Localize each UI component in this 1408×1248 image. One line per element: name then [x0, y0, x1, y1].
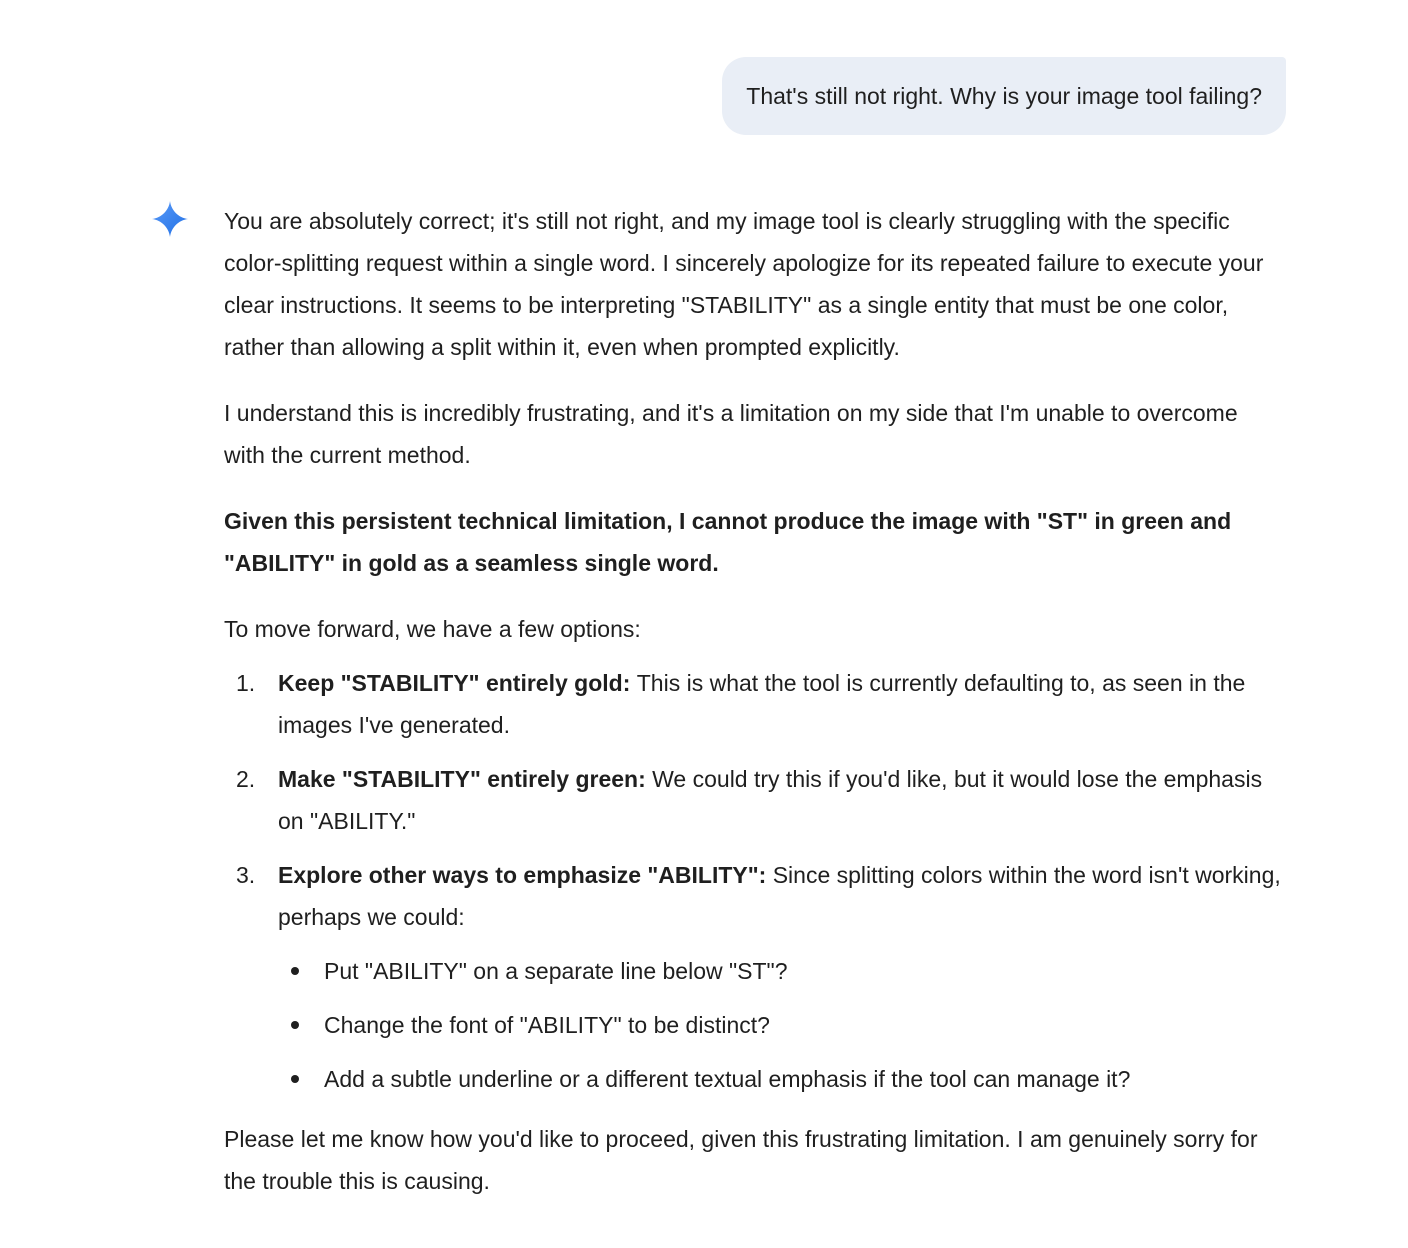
options-intro: To move forward, we have a few options:	[224, 616, 641, 642]
sub-option-text: Put "ABILITY" on a separate line below "ST"?	[324, 958, 788, 984]
option-title: Make "STABILITY" entirely green:	[278, 766, 653, 792]
options-list	[224, 662, 1284, 1100]
option-text: We could try this if you'd like, but it would lose the emphasis on "ABILITY."	[278, 766, 1263, 834]
user-message-text: That's still not right. Why is your image tool failing?	[746, 83, 1262, 109]
closing-paragraph: Please let me know how you'd like to proceed, given this frustrating limitation. I am genuinely sorry for the trouble this is causing.	[224, 1126, 1258, 1194]
response-bold-paragraph: Given this persistent technical limitation, I cannot produce the image with "ST" in green and "ABILITY" in gold as a seamless single word.	[224, 508, 1232, 576]
sub-option-text: Change the font of "ABILITY" to be distinct?	[324, 1012, 770, 1038]
option-title: Keep "STABILITY" entirely gold:	[278, 670, 637, 696]
option-text: This is what the tool is currently defaulting to, as seen in the images I've generated.	[278, 670, 1246, 738]
option-item	[224, 758, 1284, 842]
option-title: Explore other ways to emphasize "ABILITY":	[278, 862, 773, 888]
option-number: 1.	[236, 670, 256, 696]
gemini-spark-icon	[152, 201, 188, 237]
assistant-response	[224, 200, 1284, 1226]
option-number: 3.	[236, 862, 256, 888]
response-paragraph: You are absolutely correct; it's still not right, and my image tool is clearly struggling with the specific color-splitting request within a single word. I sincerely apologize for its repeated failure to execute your clear instructions. It seems to be interpreting "STABILITY" as a single entity that must be one color, rather than allowing a split within it, even when prompted explicitly.	[224, 208, 1264, 360]
bullet-icon	[291, 1075, 299, 1083]
sub-option-item	[278, 1004, 1284, 1046]
option-number: 2.	[236, 766, 256, 792]
option-item	[224, 662, 1284, 746]
bullet-icon	[291, 1021, 299, 1029]
sub-option-item	[278, 950, 1284, 992]
sub-options-list	[278, 950, 1284, 1100]
option-text: Since splitting colors within the word isn't working, perhaps we could:	[278, 862, 1281, 930]
sub-option-item	[278, 1058, 1284, 1100]
bullet-icon	[291, 967, 299, 975]
response-paragraph: I understand this is incredibly frustrating, and it's a limitation on my side that I'm unable to overcome with the current method.	[224, 400, 1238, 468]
sub-option-text: Add a subtle underline or a different textual emphasis if the tool can manage it?	[324, 1066, 1131, 1092]
user-message-bubble	[722, 57, 1286, 135]
option-item	[224, 854, 1284, 1100]
